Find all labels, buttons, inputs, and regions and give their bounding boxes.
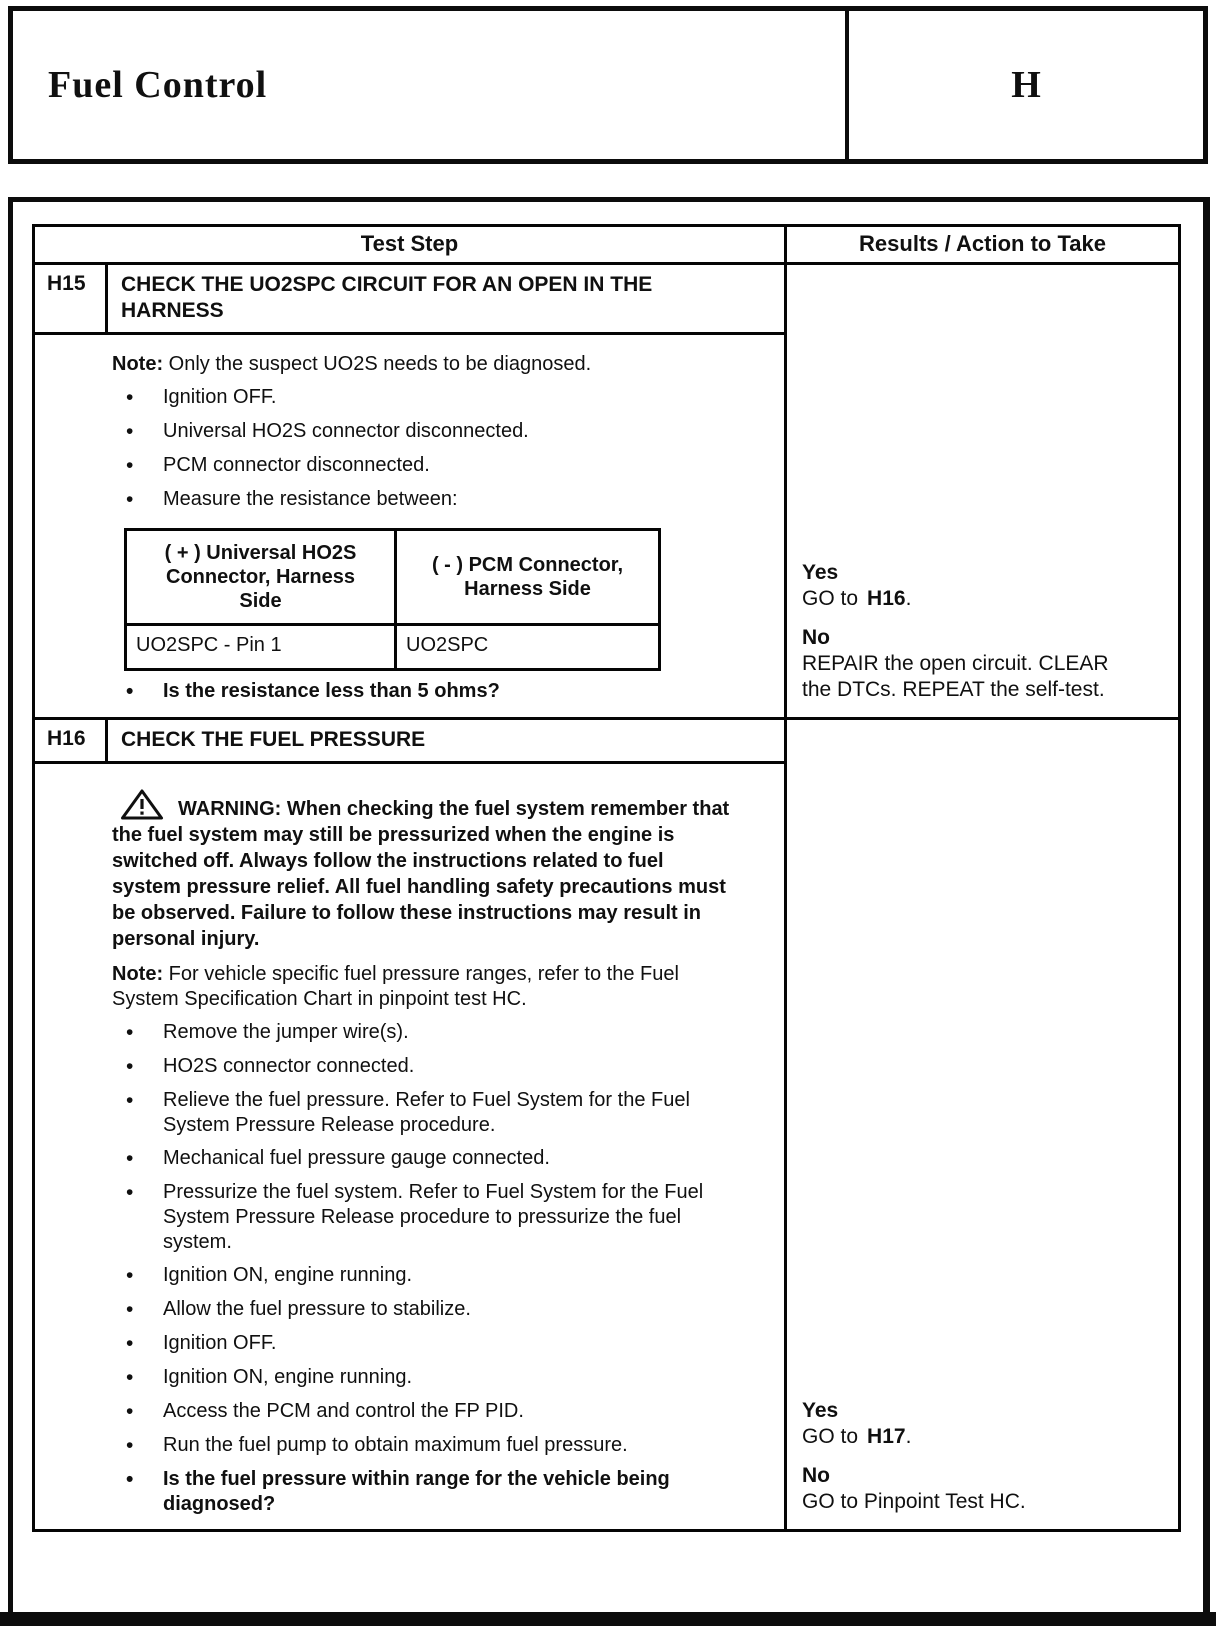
- bullet-item: [126, 1297, 764, 1323]
- period: .: [905, 1425, 912, 1448]
- bullet-text: Ignition ON, engine running.: [163, 1264, 413, 1286]
- measurement-table: [124, 528, 661, 671]
- bullet-item: [126, 385, 764, 411]
- go-to-text: GO to: [802, 1425, 859, 1448]
- bullet-dot-icon: [126, 1263, 163, 1289]
- results-column-header: Results / Action to Take: [859, 231, 1106, 256]
- step-body: [35, 764, 784, 1529]
- test-step-cell: [35, 720, 787, 1529]
- bullet-item: [126, 1365, 764, 1391]
- bullet-text: Ignition OFF.: [163, 1332, 277, 1354]
- measurement-table-value-row: [127, 626, 658, 668]
- result-no-action: REPAIR the open circuit. CLEAR the DTCs. REPEAT the self-test.: [802, 652, 1109, 701]
- bullet-dot-icon: [126, 1088, 163, 1138]
- measurement-positive-value: UO2SPC - Pin 1: [127, 626, 397, 668]
- step-id: H15: [35, 265, 108, 332]
- bullet-item: [126, 1054, 764, 1080]
- bullet-dot-icon: [126, 679, 163, 705]
- bullet-text: Mechanical fuel pressure gauge connected.: [163, 1147, 550, 1169]
- result-yes-label: Yes: [802, 1399, 839, 1422]
- page-bottom-edge: [0, 1612, 1216, 1626]
- bullet-text: Measure the resistance between:: [163, 488, 458, 510]
- bullet-dot-icon: [126, 1180, 163, 1255]
- step-title: CHECK THE FUEL PRESSURE: [121, 728, 426, 751]
- page-title: Fuel Control: [48, 64, 268, 106]
- bullet-text: PCM connector disconnected.: [163, 454, 430, 476]
- result-no-label: No: [802, 626, 830, 649]
- test-step-row-h16: [35, 717, 1178, 1529]
- measurement-negative-header: ( - ) PCM Connector, Harness Side: [431, 554, 624, 600]
- measurement-negative-value: UO2SPC: [406, 634, 489, 656]
- bullet-text: HO2S connector connected.: [163, 1055, 415, 1077]
- go-to-step-link: H17: [867, 1425, 906, 1448]
- warning-text: WARNING: When checking the fuel system remember that the fuel system may still be pressurized when the engine is switched off. Always follow the instructions related to fuel system pressure relief. All fuel handling safety precautions must be observed. Failure to follow these instructions may result in personal injury.: [112, 798, 730, 950]
- result-yes-block: [802, 1398, 1136, 1450]
- warning-paragraph: [112, 789, 732, 952]
- pinpoint-test-table: [32, 224, 1181, 1532]
- step-title-row: [35, 265, 784, 335]
- bullet-dot-icon: [126, 1054, 163, 1080]
- bullet-dot-icon: [126, 487, 163, 513]
- result-no-label: No: [802, 1464, 830, 1487]
- warning-triangle-icon: [120, 789, 164, 821]
- bullet-item: [126, 419, 764, 445]
- bullet-item: [126, 1331, 764, 1357]
- bullet-text: Allow the fuel pressure to stabilize.: [163, 1298, 471, 1320]
- bullet-item: [126, 1180, 764, 1255]
- note: [112, 962, 722, 1012]
- note-label: Note:: [112, 963, 164, 985]
- bullet-dot-icon: [126, 1433, 163, 1459]
- step-title-row: [35, 720, 784, 764]
- main-content-box: [8, 197, 1210, 1626]
- bullet-item: [126, 1088, 764, 1138]
- bullet-text: Pressurize the fuel system. Refer to Fuel System for the Fuel System Pressure Release procedure to pressurize the fuel system.: [163, 1181, 704, 1253]
- test-step-row-h15: [35, 265, 1178, 717]
- test-step-cell: [35, 265, 787, 717]
- bullet-item: [126, 487, 764, 513]
- bullet-text: Ignition OFF.: [163, 386, 277, 408]
- step-question: [126, 679, 764, 705]
- section-letter: H: [1011, 64, 1041, 106]
- bullet-text: Remove the jumper wire(s).: [163, 1021, 409, 1043]
- bullet-dot-icon: [126, 1331, 163, 1357]
- page-title-cell: [13, 11, 849, 159]
- bullet-item: [126, 1020, 764, 1046]
- bullet-dot-icon: [126, 1146, 163, 1172]
- section-letter-cell: [849, 11, 1203, 159]
- step-id: H16: [35, 720, 108, 761]
- bullet-dot-icon: [126, 419, 163, 445]
- test-step-column-header: Test Step: [35, 227, 787, 262]
- step-title: CHECK THE UO2SPC CIRCUIT FOR AN OPEN IN THE HARNESS: [121, 273, 653, 322]
- bullet-item: [126, 453, 764, 479]
- bullet-text: Access the PCM and control the FP PID.: [163, 1400, 524, 1422]
- bullet-dot-icon: [126, 453, 163, 479]
- bullet-item: [126, 1399, 764, 1425]
- bullet-dot-icon: [126, 1020, 163, 1046]
- bullet-text: Universal HO2S connector disconnected.: [163, 420, 529, 442]
- bullet-text: Ignition ON, engine running.: [163, 1366, 413, 1388]
- bullet-item: [126, 1433, 764, 1459]
- page-header-box: [8, 6, 1208, 164]
- bullet-item: [126, 1263, 764, 1289]
- bullet-text: Relieve the fuel pressure. Refer to Fuel System for the Fuel System Pressure Release procedure.: [163, 1089, 690, 1136]
- results-cell-h16: [787, 720, 1178, 1529]
- go-to-text: GO to: [802, 587, 859, 610]
- question-text: Is the fuel pressure within range for the vehicle being diagnosed?: [163, 1468, 670, 1515]
- step-body: [35, 335, 784, 717]
- result-yes-block: [802, 560, 1136, 612]
- results-cell-h15: [787, 265, 1178, 717]
- bullet-dot-icon: [126, 385, 163, 411]
- period: .: [905, 587, 912, 610]
- measurement-positive-header: ( + ) Universal HO2S Connector, Harness Side: [127, 531, 397, 623]
- result-yes-action: [802, 1424, 1136, 1450]
- note: [112, 352, 722, 377]
- go-to-step-link: H16: [867, 587, 906, 610]
- bullet-item: [126, 1146, 764, 1172]
- result-yes-label: Yes: [802, 561, 839, 584]
- bullet-dot-icon: [126, 1399, 163, 1425]
- step-question: [126, 1467, 764, 1517]
- note-label: Note:: [112, 353, 164, 375]
- note-text: For vehicle specific fuel pressure ranges, refer to the Fuel System Specification Chart in pinpoint test HC.: [112, 963, 679, 1010]
- result-no-block: [802, 625, 1136, 703]
- question-text: Is the resistance less than 5 ohms?: [163, 680, 500, 702]
- result-no-block: [802, 1463, 1136, 1515]
- measurement-table-header-row: [127, 531, 658, 626]
- note-text: Only the suspect UO2S needs to be diagnosed.: [168, 353, 592, 375]
- table-header-row: [35, 227, 1178, 265]
- bullet-dot-icon: [126, 1365, 163, 1391]
- result-no-action: GO to Pinpoint Test HC.: [802, 1490, 1026, 1513]
- bullet-text: Run the fuel pump to obtain maximum fuel pressure.: [163, 1434, 628, 1456]
- bullet-dot-icon: [126, 1467, 163, 1517]
- bullet-dot-icon: [126, 1297, 163, 1323]
- result-yes-action: [802, 586, 1136, 612]
